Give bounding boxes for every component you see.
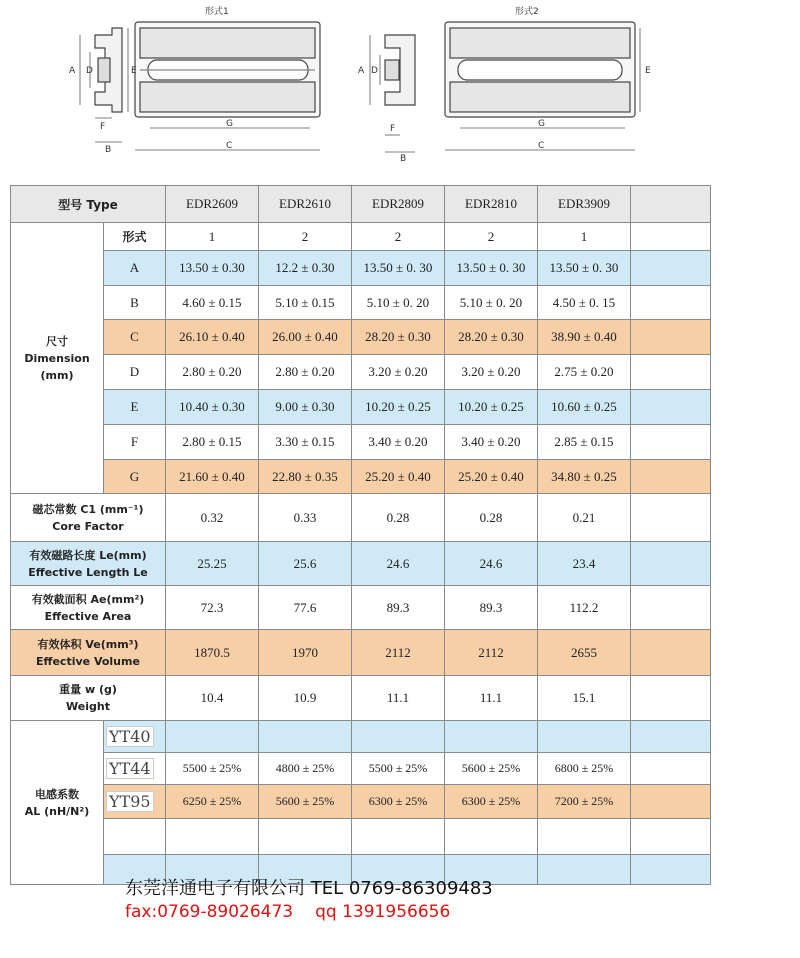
company-line: 东莞洋通电子有限公司 TEL 0769-86309483	[125, 878, 493, 899]
form-value: 2	[352, 223, 445, 251]
dimension-value: 34.80 ± 0.25	[538, 460, 631, 494]
dimension-value: 3.30 ± 0.15	[259, 425, 352, 460]
empty-cell	[631, 390, 711, 425]
dimension-letter: G	[104, 460, 166, 494]
dimension-value: 10.60 ± 0.25	[538, 390, 631, 425]
al-value: 5600 ± 25%	[445, 753, 538, 785]
parameter-value: 24.6	[445, 542, 538, 586]
parameter-label	[11, 630, 166, 676]
al-value	[538, 721, 631, 753]
parameter-label-en: Core Factor	[52, 519, 124, 533]
dim-b-label-2: B	[400, 154, 407, 164]
form2-label: 形式2	[515, 7, 539, 17]
material-cell	[104, 785, 166, 819]
material-name: YT40	[106, 726, 154, 747]
dimension-row	[11, 390, 711, 425]
parameter-value: 11.1	[445, 676, 538, 721]
empty-cell	[631, 676, 711, 721]
model-header: EDR2609	[166, 186, 259, 223]
empty-cell	[631, 286, 711, 320]
model-header: EDR2610	[259, 186, 352, 223]
parameter-row	[11, 676, 711, 721]
empty-cell	[631, 320, 711, 355]
dimension-letter: E	[104, 390, 166, 425]
dimension-value: 5.10 ± 0. 20	[445, 286, 538, 320]
dim-g-label-1: G	[226, 119, 233, 129]
dimension-letter: F	[104, 425, 166, 460]
parameter-label-en: Effective Length Le	[28, 565, 148, 579]
material-cell	[104, 753, 166, 785]
al-value: 5600 ± 25%	[259, 785, 352, 819]
dim-g-label-2: G	[538, 119, 545, 129]
dim-c-label-2: C	[538, 141, 545, 151]
dim-a-label-2: A	[358, 66, 365, 76]
empty-cell	[631, 630, 711, 676]
parameter-value: 2112	[445, 630, 538, 676]
dim-f-label-2: F	[390, 124, 396, 134]
parameter-value: 89.3	[352, 586, 445, 630]
dimension-value: 3.40 ± 0.20	[352, 425, 445, 460]
parameter-value: 24.6	[352, 542, 445, 586]
dimension-value: 10.20 ± 0.25	[445, 390, 538, 425]
al-row-empty	[11, 819, 711, 855]
al-value	[259, 721, 352, 753]
parameter-value: 25.6	[259, 542, 352, 586]
form-value: 1	[538, 223, 631, 251]
parameter-value: 1970	[259, 630, 352, 676]
parameter-label-cn: 重量 w (g)	[59, 683, 117, 696]
material-cell	[104, 721, 166, 753]
dimension-value: 13.50 ± 0.30	[166, 251, 259, 286]
al-value: 5500 ± 25%	[352, 753, 445, 785]
material-name: YT44	[106, 758, 154, 779]
parameter-label	[11, 494, 166, 542]
dimension-value: 2.80 ± 0.20	[259, 355, 352, 390]
dimension-letter: B	[104, 286, 166, 320]
parameter-label-en: Effective Volume	[36, 654, 140, 668]
dim-f-label-1: F	[100, 122, 106, 132]
dimension-value: 13.50 ± 0. 30	[352, 251, 445, 286]
dimension-value: 38.90 ± 0.40	[538, 320, 631, 355]
empty-cell	[631, 753, 711, 785]
parameter-row	[11, 542, 711, 586]
dimension-value: 5.10 ± 0. 20	[352, 286, 445, 320]
parameter-value: 11.1	[352, 676, 445, 721]
parameter-value: 10.4	[166, 676, 259, 721]
parameter-row	[11, 586, 711, 630]
al-value: 6250 ± 25%	[166, 785, 259, 819]
empty-cell	[631, 819, 711, 855]
model-header: EDR3909	[538, 186, 631, 223]
form-row	[11, 223, 711, 251]
dimension-letter: D	[104, 355, 166, 390]
dimension-value: 21.60 ± 0.40	[166, 460, 259, 494]
empty-cell	[104, 819, 166, 855]
dimension-label-cn: 尺寸	[46, 334, 68, 348]
form1-top-view	[135, 22, 320, 117]
form2-top-view	[445, 22, 635, 117]
parameter-label-cn: 有效体积 Ve(mm³)	[37, 637, 139, 651]
parameter-value: 1870.5	[166, 630, 259, 676]
dimension-value: 28.20 ± 0.30	[352, 320, 445, 355]
dimension-label-en: Dimension	[24, 351, 90, 365]
type-row	[11, 186, 711, 223]
empty-cell	[631, 494, 711, 542]
form1-label: 形式1	[205, 7, 229, 17]
dimension-row	[11, 320, 711, 355]
dimension-value: 26.10 ± 0.40	[166, 320, 259, 355]
form-value: 2	[259, 223, 352, 251]
al-value	[166, 721, 259, 753]
dimension-value: 13.50 ± 0. 30	[445, 251, 538, 286]
dimension-value: 4.50 ± 0. 15	[538, 286, 631, 320]
qq-number: qq 1391956656	[315, 902, 451, 922]
parameter-label-en: Effective Area	[44, 609, 132, 623]
dim-e-label-1: E	[131, 66, 137, 76]
empty-cell	[631, 223, 711, 251]
empty-cell	[259, 819, 352, 855]
parameter-value: 77.6	[259, 586, 352, 630]
type-header: 型号 Type	[11, 186, 166, 223]
empty-cell	[631, 425, 711, 460]
parameter-label-cn: 有效磁路长度 Le(mm)	[29, 548, 147, 562]
form-label: 形式	[104, 223, 166, 251]
al-value	[445, 721, 538, 753]
parameter-label-cn: 有效截面积 Ae(mm²)	[31, 592, 145, 606]
dimension-row	[11, 286, 711, 320]
parameter-label	[11, 542, 166, 586]
parameter-value: 0.28	[445, 494, 538, 542]
dimension-value: 3.40 ± 0.20	[445, 425, 538, 460]
al-value: 7200 ± 25%	[538, 785, 631, 819]
parameter-value: 23.4	[538, 542, 631, 586]
parameter-label-cn: 磁芯常数 C1 (mm⁻¹)	[32, 502, 144, 516]
form2-side-view	[385, 35, 415, 105]
model-header: EDR2810	[445, 186, 538, 223]
dimension-row	[11, 251, 711, 286]
parameter-label-en: Weight	[66, 700, 110, 713]
dimension-value: 28.20 ± 0.30	[445, 320, 538, 355]
empty-cell	[631, 855, 711, 885]
model-header: EDR2809	[352, 186, 445, 223]
al-value: 4800 ± 25%	[259, 753, 352, 785]
material-name: YT95	[106, 791, 154, 812]
empty-cell	[631, 542, 711, 586]
parameter-label	[11, 586, 166, 630]
parameter-value: 0.33	[259, 494, 352, 542]
dimension-value: 13.50 ± 0. 30	[538, 251, 631, 286]
form-value: 2	[445, 223, 538, 251]
form1-side-view	[95, 28, 122, 112]
dimension-value: 2.85 ± 0.15	[538, 425, 631, 460]
dim-e-label-2: E	[645, 66, 651, 76]
dim-d-label-1: D	[86, 66, 93, 76]
parameter-value: 2655	[538, 630, 631, 676]
dimension-value: 4.60 ± 0.15	[166, 286, 259, 320]
dimension-letter: C	[104, 320, 166, 355]
empty-cell	[166, 819, 259, 855]
parameter-label	[11, 676, 166, 721]
core-drawings	[0, 0, 800, 185]
al-value: 6800 ± 25%	[538, 753, 631, 785]
dim-c-label-1: C	[226, 141, 233, 151]
dimension-value: 3.20 ± 0.20	[352, 355, 445, 390]
dimension-value: 9.00 ± 0.30	[259, 390, 352, 425]
empty-cell	[631, 355, 711, 390]
dimension-value: 22.80 ± 0.35	[259, 460, 352, 494]
parameter-value: 0.32	[166, 494, 259, 542]
empty-cell	[445, 819, 538, 855]
dimension-value: 5.10 ± 0.15	[259, 286, 352, 320]
parameter-value: 25.25	[166, 542, 259, 586]
parameter-value: 112.2	[538, 586, 631, 630]
al-row	[11, 721, 711, 753]
dim-a-label-1: A	[69, 66, 76, 76]
form-value: 1	[166, 223, 259, 251]
parameter-value: 2112	[352, 630, 445, 676]
dimension-row	[11, 460, 711, 494]
dimension-label-cell	[11, 223, 104, 494]
empty-cell	[631, 586, 711, 630]
dimension-row	[11, 425, 711, 460]
parameter-value: 10.9	[259, 676, 352, 721]
empty-cell	[631, 460, 711, 494]
dimension-value: 3.20 ± 0.20	[445, 355, 538, 390]
al-label-cell	[11, 721, 104, 885]
dimension-value: 2.80 ± 0.20	[166, 355, 259, 390]
parameter-row	[11, 494, 711, 542]
contact-line	[125, 902, 450, 922]
empty-cell	[631, 251, 711, 286]
spec-table	[10, 185, 711, 885]
empty-cell	[538, 819, 631, 855]
dimension-label-unit: (mm)	[40, 368, 74, 382]
parameter-value: 0.28	[352, 494, 445, 542]
parameter-value: 89.3	[445, 586, 538, 630]
dim-d-label-2: D	[371, 66, 378, 76]
dimension-value: 10.40 ± 0.30	[166, 390, 259, 425]
dimension-value: 25.20 ± 0.40	[445, 460, 538, 494]
dimension-value: 2.75 ± 0.20	[538, 355, 631, 390]
dim-b-label-1: B	[105, 145, 112, 155]
empty-cell	[631, 721, 711, 753]
al-row	[11, 785, 711, 819]
empty-cell	[352, 819, 445, 855]
dimension-value: 26.00 ± 0.40	[259, 320, 352, 355]
empty-cell	[631, 186, 711, 223]
parameter-value: 0.21	[538, 494, 631, 542]
dimension-value: 12.2 ± 0.30	[259, 251, 352, 286]
al-value	[352, 721, 445, 753]
parameter-value: 15.1	[538, 676, 631, 721]
dimension-value: 10.20 ± 0.25	[352, 390, 445, 425]
dimension-value: 2.80 ± 0.15	[166, 425, 259, 460]
al-value: 5500 ± 25%	[166, 753, 259, 785]
al-value: 6300 ± 25%	[445, 785, 538, 819]
parameter-value: 72.3	[166, 586, 259, 630]
parameter-row	[11, 630, 711, 676]
dimension-row	[11, 355, 711, 390]
fax-number: fax:0769-89026473	[125, 902, 294, 922]
al-label-cn: 电感系数	[35, 787, 79, 801]
empty-cell	[538, 855, 631, 885]
al-label-en: AL (nH/N²)	[24, 804, 90, 818]
empty-cell	[631, 785, 711, 819]
dimension-value: 25.20 ± 0.40	[352, 460, 445, 494]
al-row	[11, 753, 711, 785]
dimension-letter: A	[104, 251, 166, 286]
al-value: 6300 ± 25%	[352, 785, 445, 819]
